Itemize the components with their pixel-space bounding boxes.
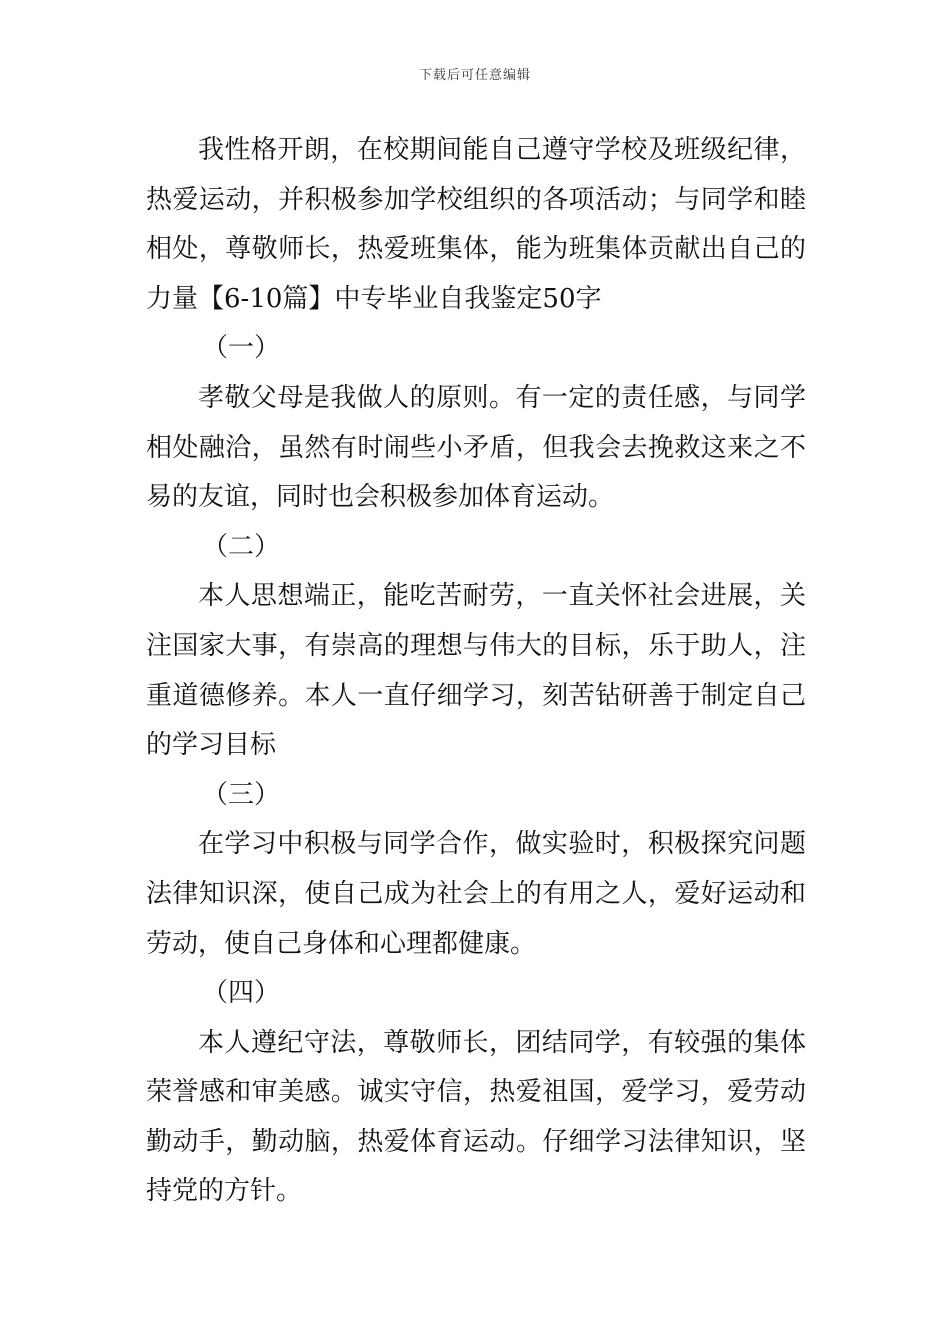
text-line: 我性格开朗，在校期间能自己遵守学校及班级纪律， bbox=[198, 135, 806, 165]
text-line: 法律知识深，使自己成为社会上的有用之人，爱好运动和 bbox=[146, 878, 806, 909]
text-line: 本人遵纪守法，尊敬师长，团结同学，有较强的集体 bbox=[198, 1027, 806, 1058]
text-line: 相处融洽，虽然有时闹些小矛盾，但我会去挽救这来之不 bbox=[146, 432, 806, 463]
text-line: 相处，尊敬师长，热爱班集体，能为班集体贡献出自己的 bbox=[146, 234, 806, 265]
text-line: 本人思想端正，能吃苦耐劳，一直关怀社会进展，关 bbox=[198, 581, 806, 612]
section-number: （二） bbox=[202, 531, 281, 562]
section-number: （三） bbox=[202, 779, 281, 810]
text-line: 易的友谊，同时也会积极参加体育运动。 bbox=[146, 482, 615, 513]
text-line: 热爱运动，并积极参加学校组织的各项活动；与同学和睦 bbox=[146, 184, 806, 215]
text-line: 勤动手，勤动脑，热爱体育运动。仔细学习法律知识，坚 bbox=[146, 1126, 806, 1157]
section-number: （四） bbox=[202, 978, 281, 1009]
section-number: （一） bbox=[202, 333, 281, 364]
document-body bbox=[146, 126, 806, 1217]
text-line: 劳动，使自己身体和心理都健康。 bbox=[146, 928, 537, 959]
text-line: 力量【6-10篇】中专毕业自我鉴定50字 bbox=[146, 283, 602, 314]
text-line: 重道德修养。本人一直仔细学习，刻苦钻研善于制定自己 bbox=[146, 680, 806, 711]
text-line: 的学习目标 bbox=[146, 730, 277, 761]
text-line: 持党的方针。 bbox=[146, 1176, 303, 1207]
page-header: 下载后可任意编辑 bbox=[418, 68, 531, 83]
text-line: 注国家大事，有崇高的理想与伟大的目标，乐于助人，注 bbox=[146, 630, 806, 661]
text-line: 孝敬父母是我做人的原则。有一定的责任感，与同学 bbox=[198, 382, 806, 413]
text-line: 在学习中积极与同学合作，做实验时，积极探究问题 bbox=[198, 829, 806, 860]
text-line: 荣誉感和审美感。诚实守信，热爱祖国，爱学习，爱劳动 bbox=[146, 1077, 806, 1108]
